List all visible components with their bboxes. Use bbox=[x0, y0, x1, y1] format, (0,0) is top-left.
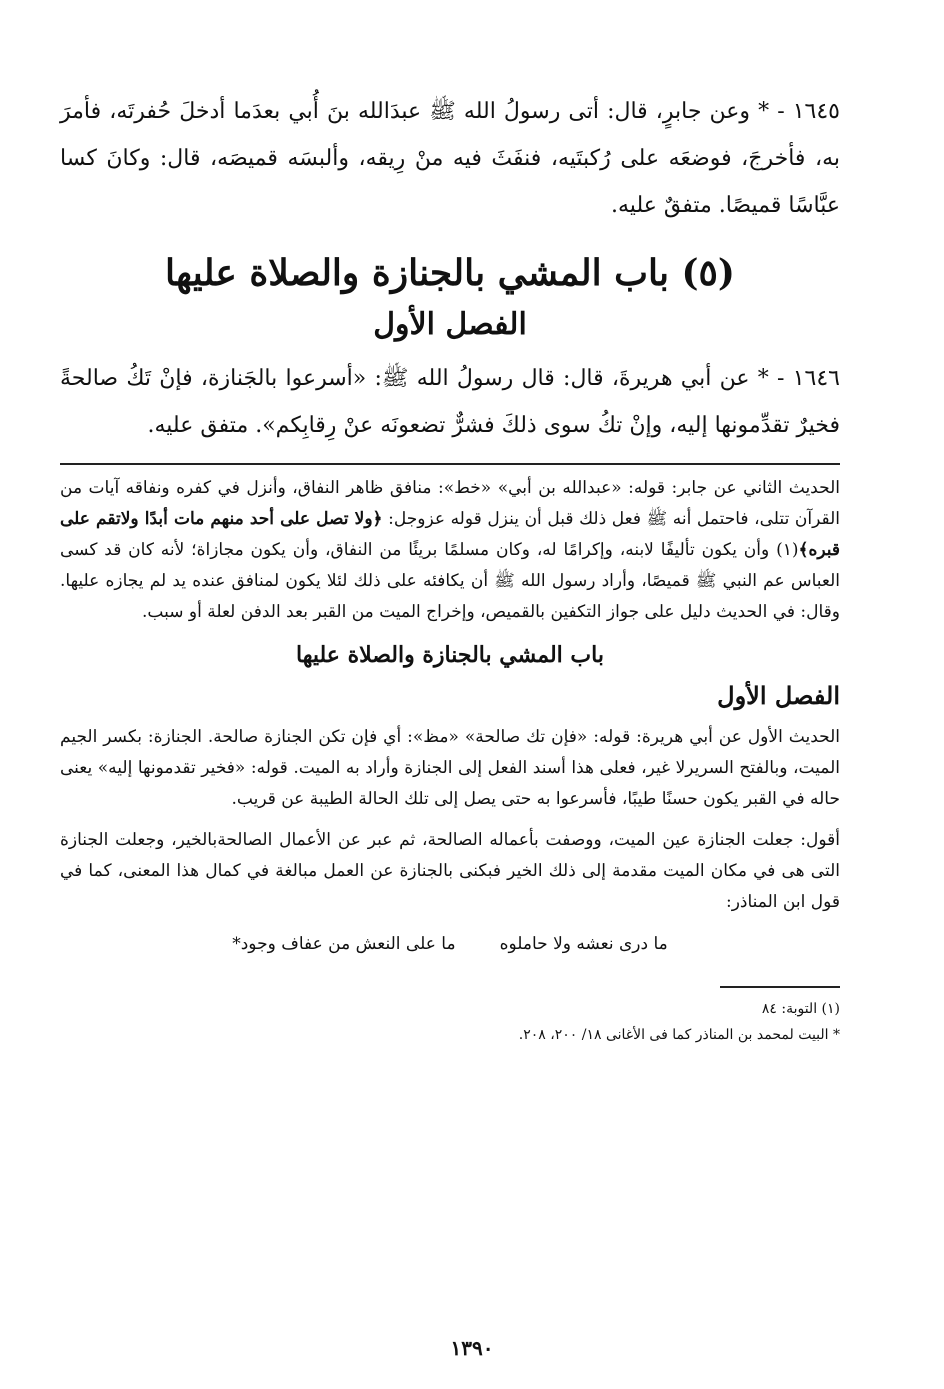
verse-first-hemistich: ما درى نعشه ولا حاملوه bbox=[499, 934, 668, 954]
commentary-text: (١) وأن يكون تأليفًا لابنه، وإكرامًا له، وكان مسلمًا بريئًا من النفاق، وأن يكون مجازاة؛ لأنه كان قد كسى العباس عم النبي ﷺ قميصًا، وأراد رسول الله ﷺ أن يكافئه على ذلك لئلا يكون لمنافق عنده يد لم يجازه عليها. وقال: في الحديث دليل على جواز التكفين بالقميص، وإخراج الميت من القبر بعد الدفن لعلة أو سبب. bbox=[60, 540, 840, 622]
footnote-2: * البيت لمحمد بن المناذر كما فى الأغانى ١٨/ ٢٠٠، ٢٠٨. bbox=[518, 1027, 840, 1043]
commentary-paragraph-1 bbox=[60, 473, 840, 628]
page-body bbox=[60, 88, 840, 1048]
commentary bbox=[60, 473, 840, 960]
section-title: الفصل الأول bbox=[373, 307, 527, 342]
verse-second-hemistich: ما على النعش من عفاف وجود* bbox=[232, 934, 456, 954]
commentary-divider bbox=[60, 463, 840, 465]
footnote-1: (١) التوبة: ٨٤ bbox=[761, 1001, 840, 1017]
page-number: ١٣٩٠ bbox=[450, 1336, 494, 1360]
footnotes bbox=[60, 996, 840, 1048]
commentary-section-heading: الفصل الأول bbox=[717, 681, 840, 710]
commentary-text: الحديث الثاني عن جابر: قوله: «عبدالله بن أبي» «خط»: منافق ظاهر النفاق، وأنزل في كفره ونفاقه آيات من القرآن تتلى، فاحتمل أنه ﷺ فعل ذلك قبل أن ينزل قوله عزوجل: bbox=[60, 478, 840, 529]
commentary-chapter-heading: باب المشي بالجنازة والصلاة عليها bbox=[296, 642, 604, 668]
quran-quote: ﴿ولا تصل على أحد منهم مات أبدًا ولاتقم على قبره﴾ bbox=[60, 509, 840, 560]
hadith-1645: ١٦٤٥ - * وعن جابرٍ، قال: أتى رسولُ الله ﷺ عبدَالله بنَ أُبي بعدَما أدخلَ حُفرتَه، فأمرَ به، فأخرجَ، فوضعَه على رُكبتَيه، فنفَثَ فيه منْ رِيقه، وألبسَه قميصَه، قال: وكانَ كسا عبَّاسًا قميصًا. متفقٌ عليه. bbox=[60, 99, 840, 218]
poetry-verse bbox=[60, 928, 840, 960]
commentary-paragraph-3: أقول: جعلت الجنازة عين الميت، ووصفت بأعماله الصالحة، ثم عبر عن الأعمال الصالحةبالخير، وجعلت الجنازة التى هى في مكان الميت مقدمة إلى ذلك الخير فبكنى بالجنازة عن العمل مبالغة في كمال هذا المعنى، كما في قول ابن المناذر: bbox=[60, 830, 840, 912]
hadith-1646: ١٦٤٦ - * عن أبي هريرةَ، قال: قال رسولُ الله ﷺ: «أسرعوا بالجَنازة، فإنْ تَكُ صالحةً فخيرٌ تقدِّمونها إليه، وإنْ تكُ سوى ذلكَ فشرٌّ تضعونَه عنْ رِقابِكم». متفق عليه. bbox=[60, 366, 840, 438]
commentary-paragraph-2: الحديث الأول عن أبي هريرة: قوله: «فإن تك صالحة» «مظ»: أي فإن تكن الجنازة صالحة. الجنازة: بكسر الجيم الميت، وبالفتح السريرلا غير، فعلى هذا أسند الفعل إلى الجنازة وأراد به الميت. قوله: «فخير تقدمونها إليه» يعنى حاله في القبر يكون حسنًا طيبًا، فأسرعوا به حتى يصل إلى تلك الحالة الطيبة عن قريب. bbox=[60, 727, 840, 809]
footnote-divider bbox=[720, 986, 840, 988]
chapter-title: (٥) باب المشي بالجنازة والصلاة عليها bbox=[165, 252, 735, 294]
